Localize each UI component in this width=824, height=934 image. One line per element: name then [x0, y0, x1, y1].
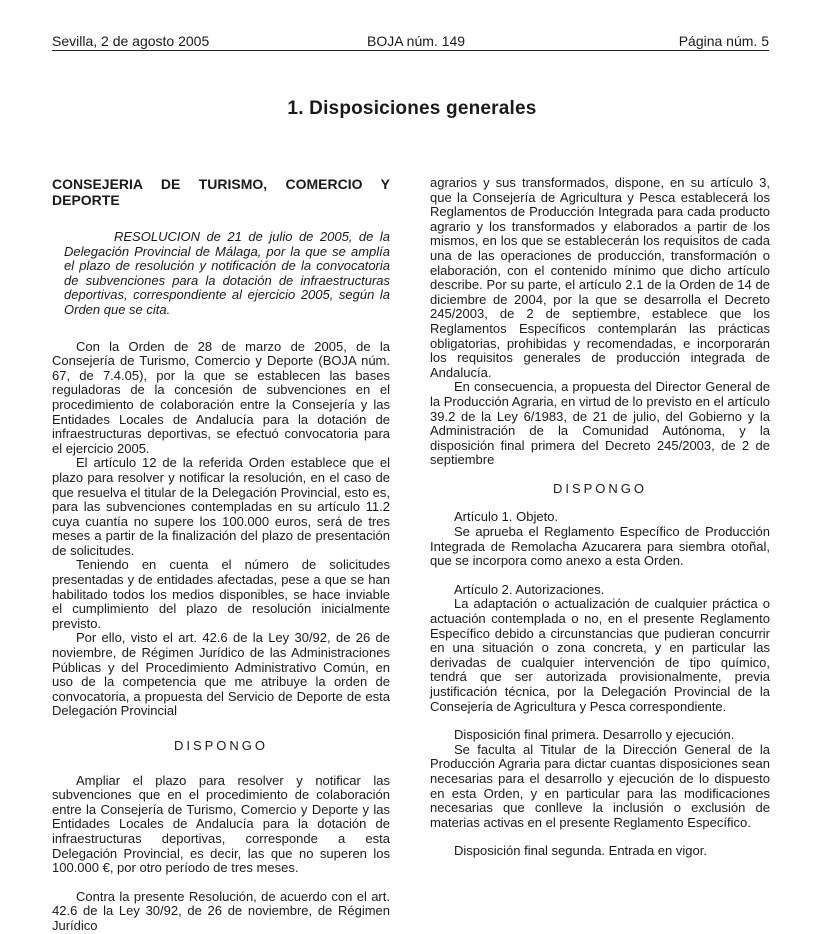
paragraph: Teniendo en cuenta el número de solicitudes presentadas y de entidades afectadas, pese a que se han habilitado todos los medios disponibles, se hace inviable el cumplimiento del plazo de resolución inicialmente previsto.	[52, 557, 390, 631]
header-rule	[52, 50, 769, 51]
article-text: Se aprueba el Reglamento Específico de Producción Integrada de Remolacha Azucarera para siembra otoñal, que se incorpora como anexo a esta Orden.	[430, 524, 770, 569]
paragraph: Con la Orden de 28 de marzo de 2005, de la Consejería de Turismo, Comercio y Deporte (BOJA núm. 67, de 7.4.05), por la que se establecen las bases reguladoras de la concesión de subvenciones en el procedimiento de colaboración entre la Consejería y las Entidades Locales de Andalucía para la dotación de infraestructuras deportivas, se efectuó convocatoria para el ejercicio 2005.	[52, 338, 390, 456]
paragraph: Por ello, visto el art. 42.6 de la Ley 30/92, de 26 de noviembre, de Régimen Jurídico de las Administraciones Públicas y del Procedimiento Administrativo Común, en uso de la competencia que me atribuye la orden de convocatoria, a propuesta del Servicio de Deporte de esta Delegación Provincial	[52, 630, 390, 719]
section-title: 1. Disposiciones generales	[287, 98, 537, 119]
dispongo-heading: DISPONGO	[552, 480, 648, 496]
article-title: Artículo 1. Objeto.	[454, 509, 559, 525]
paragraph: En consecuencia, a propuesta del Director General de la Producción Agraria, en virtud de lo previsto en el artículo 39.2 de la Ley 6/1983, de 21 de julio, del Gobierno y la Administración de la Comunidad Autónoma, y la disposición final primera del Decreto 245/2003, de 2 de septiembre	[430, 379, 770, 468]
paragraph: Ampliar el plazo para resolver y notificar las subvenciones que en el procedimiento de colaboración entre la Consejería de Turismo, Comercio y Deporte y las Entidades Locales de Andalucía para la dotación de infraestructuras deportivas, corresponde a esta Delegación Provincial, es decir, las que no superen los 100.000 €, por otro período de tres meses.	[52, 772, 390, 876]
provision-title: Disposición final segunda. Entrada en vigor.	[454, 843, 707, 859]
department-heading: CONSEJERIA DE TURISMO, COMERCIO Y DEPORTE	[52, 176, 390, 208]
resolution-summary: RESOLUCION de 21 de julio de 2005, de la Delegación Provincial de Málaga, por la que se amplía el plazo de resolución y notificación de la convocatoria de subvenciones para la dotación de infraestructuras deportivas, correspondiente al ejercicio 2005, según la Orden que se cita.	[64, 229, 390, 317]
header-page-number: Página núm. 5	[678, 33, 769, 49]
header-date: Sevilla, 2 de agosto 2005	[52, 33, 210, 49]
left-column	[52, 176, 390, 934]
right-column	[430, 176, 770, 859]
article-text: La adaptación o actualización de cualquier práctica o actuación contemplada o no, en el presente Reglamento Específico debido a circunstancias que pudieran concurrir en una situación o zona concreta, y en particular las derivadas de cualquier intervención de tipo químico, tendrá que ser autorizada provisionalmente, previa justificación técnica, por la Delegación Provincial de la Consejería de Agricultura y Pesca correspondiente.	[430, 596, 770, 714]
provision-title: Disposición final primera. Desarrollo y ejecución.	[454, 727, 735, 743]
provision-text: Se faculta al Titular de la Dirección General de la Producción Agraria para dictar cuantas disposiciones sean necesarias para el desarrollo y ejecución de lo dispuesto en esta Orden, y en particular para las modificaciones necesarias que conlleve la inclusión o exclusión de materias activas en el presente Reglamento Específico.	[430, 741, 770, 830]
paragraph: El artículo 12 de la referida Orden establece que el plazo para resolver y notificar la resolución, en el caso de que resuelva el titular de la Delegación Provincial, esto es, para las subvenciones contempladas en su artículo 11.2 cuya cuantía no supere los 100.000 euros, será de tres meses a partir de la finalización del plazo de presentación de solicitudes.	[52, 455, 390, 558]
dispongo-heading: DISPONGO	[173, 738, 269, 753]
article-title: Artículo 2. Autorizaciones.	[454, 581, 605, 597]
header-bulletin-number: BOJA núm. 149	[367, 33, 466, 49]
paragraph: Contra la presente Resolución, de acuerdo con el art. 42.6 de la Ley 30/92, de 26 de noviembre, de Régimen Jurídico	[52, 888, 390, 933]
paragraph: agrarios y sus transformados, dispone, en su artículo 3, que la Consejería de Agricultura y Pesca establecerá los Reglamentos de Producción Integrada para cada producto agrario y los transformados y elaborados a partir de los mismos, en los que se establecerán los requisitos de cada una de las operaciones de producción, transformación o elaboración, con el contenido mínimo que dicho artículo describe. Por su parte, el artículo 2.1 de la Orden de 14 de diciembre de 2004, por la que se desarrolla el Decreto 245/2003, de 2 de septiembre, establece que los Reglamentos Específicos contemplarán las prácticas obligatorias, prohibidas y recomendadas, e incorporarán los requisitos generales de producción integrada de Andalucía.	[430, 175, 770, 380]
